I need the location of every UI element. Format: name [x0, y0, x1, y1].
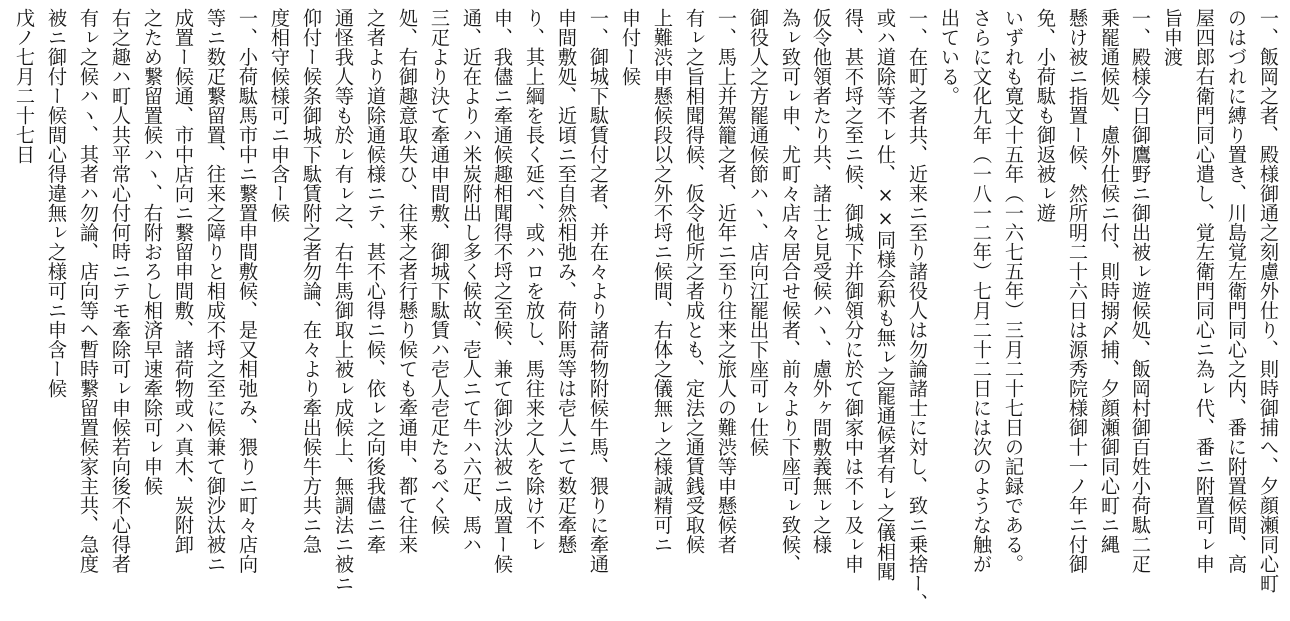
text-column: 通、近在よりハ米炭附出し多く候故、壱人ニて牛ハ六疋、馬ハ — [460, 8, 483, 554]
text-column: 上難渋申懸候段以之外不埒ニ候間、右体之儀無ㇾ之様誠精可ニ — [651, 8, 674, 554]
text-column: 申間敷処、近頃ニ至自然相弛み、荷附馬等は壱人ニて数疋牽懸 — [555, 8, 578, 554]
text-column: り、其上綱を長く延べ、或ハロを放し、馬往来之人を除け不ㇾ — [523, 8, 546, 554]
text-column: 旨申渡 — [1161, 8, 1184, 67]
text-column: さらに文化九年（一八一二年）七月二十二日には次のような触が — [970, 8, 993, 574]
text-column: 一、殿様今日御鷹野ニ御出被ㇾ遊候処、飯岡村御百姓小荷駄二疋 — [1129, 8, 1152, 574]
text-column: 或ハ道除等不ㇾ仕、××同様会釈も無ㇾ之罷通候者有ㇾ之儀相聞 — [874, 8, 897, 582]
text-column: 通怪我人等も於ㇾ有ㇾ之、右牛馬御取上被ㇾ成候上、無調法ニ被ニ — [332, 8, 355, 593]
text-column: 等ニ数疋繋留置、往来之障りと相成不埒之至に候兼て御沙汰被ニ — [204, 8, 227, 574]
text-column: 之者より道除通候様ニテ、甚不心得ニ候、依ㇾ之向後我儘ニ牽 — [364, 8, 387, 554]
text-column: 一、小荷駄馬市中ニ繋置申間敷候、是又相弛み、猥りニ町々店向 — [236, 8, 259, 574]
text-column: 成置ー候通、市中店向ニ繋留申間敷、諸荷物或ハ真木、炭附卸 — [172, 8, 195, 554]
text-column: 右之趣ハ町人共平常心付何時ニテモ牽除可ㇾ申候若向後不心得者 — [109, 8, 132, 574]
text-column: 乗罷通候処、慮外仕候ニ付、則時搦〆捕、夕顔瀬御同心町ニ縄 — [1098, 8, 1121, 554]
text-column: 屋四郎右衛門同心遣し、覚左衛門同心ニ為ㇾ代、番ニ附置可ㇾ申 — [1193, 8, 1216, 574]
text-column: 申、我儘ニ牽通候趣相聞得不埒之至候、兼て御沙汰被ニ成置ー候 — [491, 8, 514, 574]
text-column: 被ニ御付ー候間心得違無ㇾ之様可ニ申含ー候 — [45, 8, 68, 398]
text-column: のはづれに縛り置き、川島覚左衛門同心之内、番に附置候間、高 — [1225, 8, 1248, 574]
text-column: 一、在町之者共、近来ニ至り諸役人は勿論諸士に対し、致ニ乗捨ー、 — [906, 8, 929, 613]
text-column: 為ㇾ致可ㇾ申、尤町々店々居合せ候者、前々より下座可ㇾ致候、 — [779, 8, 802, 574]
text-column: 之ため繋留置候ハヽ、右附おろし相済早速牽除可ㇾ申候 — [141, 8, 164, 496]
text-column: 処、右御趣意取失ひ、往来之者行懸り候ても牽通申、都て往来 — [396, 8, 419, 554]
text-column: 戊ノ七月二十七日 — [13, 8, 36, 164]
text-column: 仮令他領者たり共、諸士と見受候ハヽ、慮外ヶ間敷義無ㇾ之様 — [810, 8, 833, 554]
text-column: いずれも寛文十五年（一六七五年）三月二十七日の記録である。 — [1002, 8, 1025, 574]
text-column: 度相守候様可ニ申含ー候 — [268, 8, 291, 223]
text-column: 有ㇾ之候ハヽ、其者ハ勿論、店向等ヘ暫時繋留置候家主共、急度 — [77, 8, 100, 574]
text-column: 仰付ー候条御城下駄賃附之者勿論、在々より牽出候牛方共ニ急 — [300, 8, 323, 554]
text-column: 出ている。 — [938, 8, 961, 106]
text-column: 一、御城下駄賃付之者、并在々より諸荷物附候牛馬、猥りに牽通 — [587, 8, 610, 574]
text-column: 一、飯岡之者、殿様御通之刻慮外仕り、則時御捕へ、夕顔瀬同心町 — [1257, 8, 1280, 593]
text-column: 一、馬上并駕籠之者、近年ニ至り往来之旅人の難渋等申懸候者 — [715, 8, 738, 554]
text-column: 免、小荷駄も御返被ㇾ遊 — [1034, 8, 1057, 223]
text-column: 懸け被ニ指置ー候、然所明二十六日は源秀院様御十一ノ年ニ付御 — [1066, 8, 1089, 574]
text-column: 有ㇾ之旨相聞得候、仮令他所之者成とも、定法之通賃銭受取候 — [683, 8, 706, 554]
text-column: 三疋より決て牽通申間敷、御城下駄賃ハ壱人壱疋たるべく候 — [428, 8, 451, 535]
text-column: 御役人之方罷通候節ハヽ、店向江罷出下座可ㇾ仕候 — [747, 8, 770, 457]
text-column: 申付ー候 — [619, 8, 642, 86]
text-column: 得、甚不埒之至ニ候、御城下并御領分に於て御家中は不ㇾ及ㇾ申 — [842, 8, 865, 574]
